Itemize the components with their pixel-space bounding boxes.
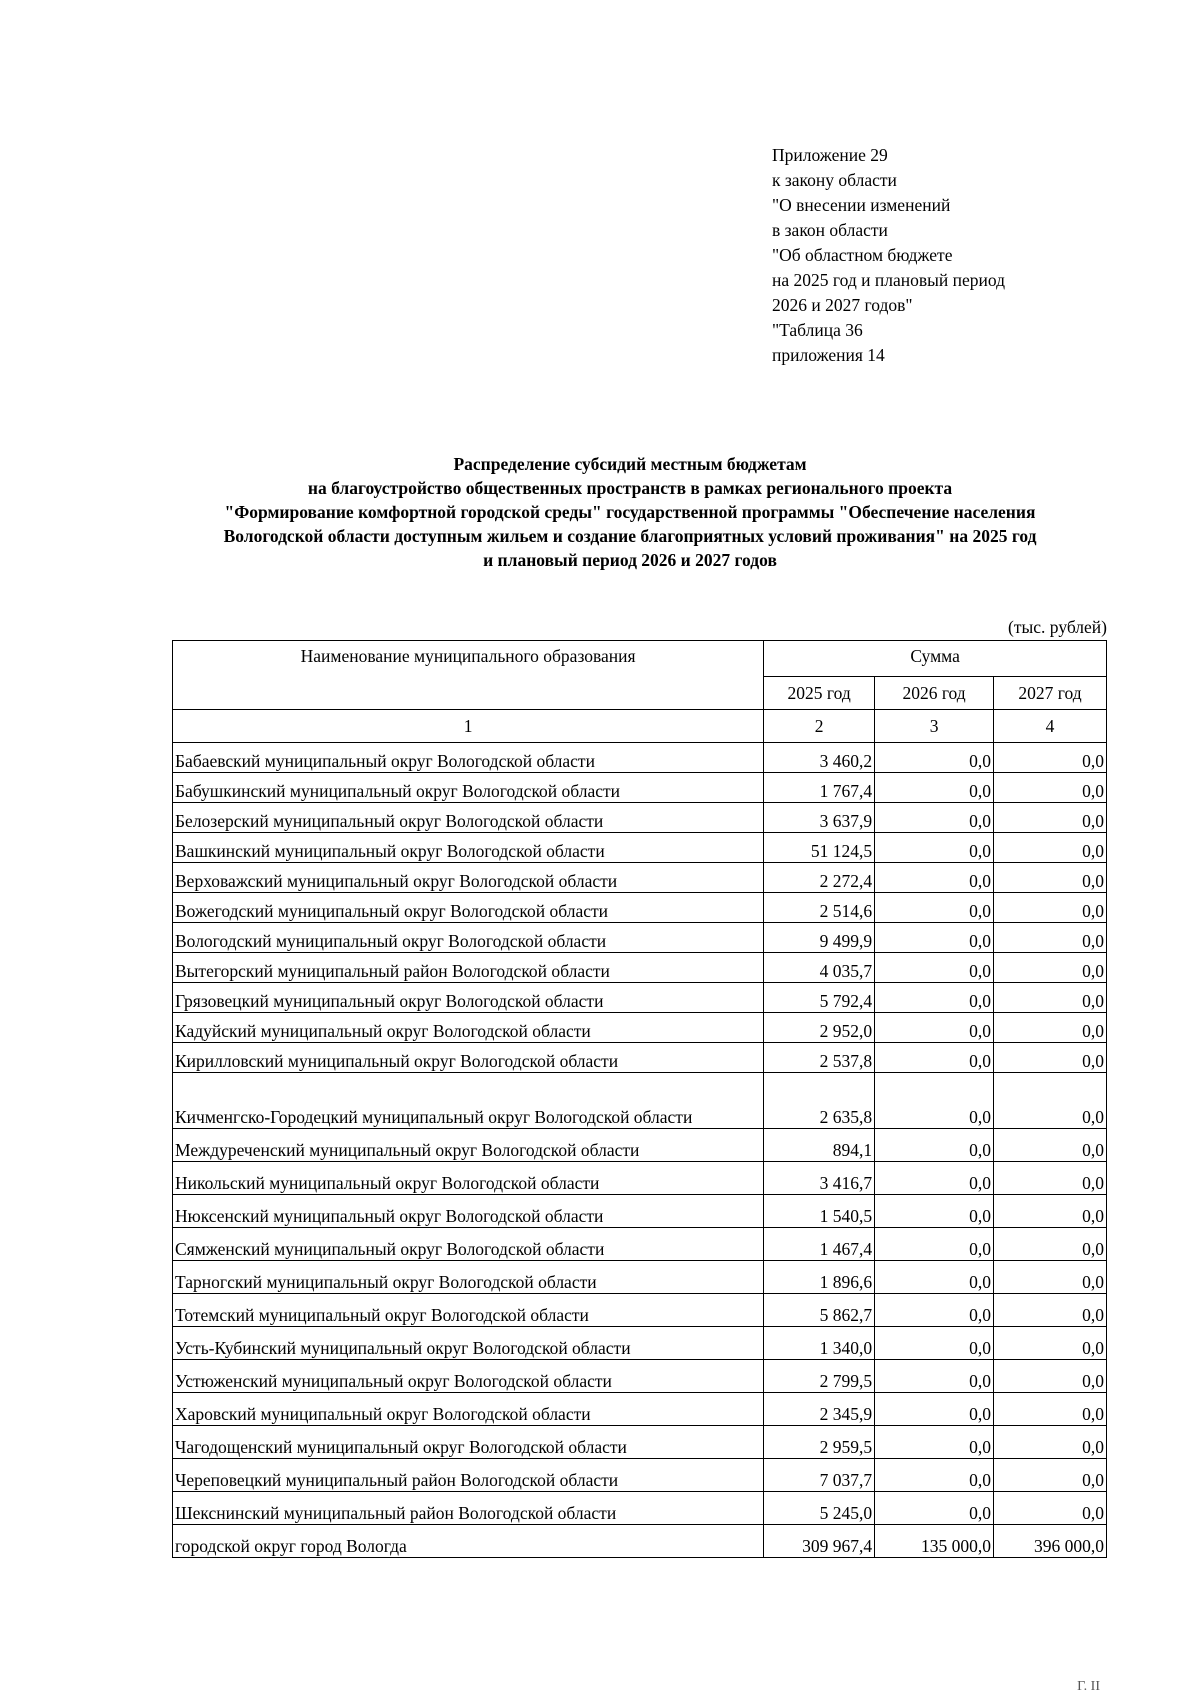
amount-2025-cell: 2 345,9: [764, 1393, 875, 1426]
municipality-name-cell: Междуреченский муниципальный округ Вологодской области: [173, 1129, 764, 1162]
amount-2027-cell: 0,0: [994, 1129, 1107, 1162]
table-row: [173, 1294, 1107, 1327]
colnum-cell: 2: [764, 710, 875, 743]
amount-2025-cell: 4 035,7: [764, 953, 875, 983]
amount-2026-cell: 0,0: [875, 893, 994, 923]
header-year-cell: 2025 год: [764, 677, 875, 710]
amount-2025-cell: 3 460,2: [764, 743, 875, 773]
amount-2027-cell: 0,0: [994, 1073, 1107, 1129]
municipality-name-cell: Грязовецкий муниципальный округ Вологодской области: [173, 983, 764, 1013]
document-title: [150, 452, 1110, 572]
table-row: [173, 923, 1107, 953]
municipality-name-cell: Никольский муниципальный округ Вологодской области: [173, 1162, 764, 1195]
municipality-name-cell: Чагодощенский муниципальный округ Вологодской области: [173, 1426, 764, 1459]
municipality-name-cell: Тотемский муниципальный округ Вологодской области: [173, 1294, 764, 1327]
colnum-cell: 1: [173, 710, 764, 743]
amount-2025-cell: 2 514,6: [764, 893, 875, 923]
amount-2026-cell: 0,0: [875, 1360, 994, 1393]
units-label: (тыс. рублей): [1008, 617, 1107, 637]
appendix-block: [772, 143, 1005, 368]
title-line: и плановый период 2026 и 2027 годов: [483, 550, 777, 570]
header-year-cell: 2026 год: [875, 677, 994, 710]
amount-2027-cell: 0,0: [994, 803, 1107, 833]
municipality-name-cell: Вологодский муниципальный округ Вологодской области: [173, 923, 764, 953]
municipality-name-cell: Бабушкинский муниципальный округ Вологодской области: [173, 773, 764, 803]
table-row: [173, 983, 1107, 1013]
table-row: [173, 1129, 1107, 1162]
table-row: [173, 863, 1107, 893]
table-row: [173, 743, 1107, 773]
amount-2025-cell: 5 862,7: [764, 1294, 875, 1327]
table-row: [173, 1393, 1107, 1426]
amount-2026-cell: 0,0: [875, 1228, 994, 1261]
amount-2027-cell: 0,0: [994, 923, 1107, 953]
municipality-name-cell: Верховажский муниципальный округ Вологодской области: [173, 863, 764, 893]
amount-2026-cell: 0,0: [875, 1393, 994, 1426]
amount-2025-cell: 1 467,4: [764, 1228, 875, 1261]
amount-2025-cell: 2 952,0: [764, 1013, 875, 1043]
appendix-line: "Таблица 36: [772, 320, 863, 340]
amount-2026-cell: 0,0: [875, 833, 994, 863]
amount-2027-cell: 0,0: [994, 863, 1107, 893]
municipality-name-cell: Харовский муниципальный округ Вологодской области: [173, 1393, 764, 1426]
municipality-name-cell: Вытегорский муниципальный район Вологодской области: [173, 953, 764, 983]
amount-2027-cell: 0,0: [994, 1261, 1107, 1294]
appendix-line: на 2025 год и плановый период: [772, 270, 1006, 290]
amount-2027-cell: 0,0: [994, 773, 1107, 803]
amount-2025-cell: 2 959,5: [764, 1426, 875, 1459]
amount-2026-cell: 0,0: [875, 1073, 994, 1129]
appendix-line: к закону области: [772, 170, 897, 190]
colnum-cell: 4: [994, 710, 1107, 743]
table-row: [173, 1492, 1107, 1525]
title-line: на благоустройство общественных пространств в рамках регионального проекта: [307, 478, 953, 498]
amount-2025-cell: 9 499,9: [764, 923, 875, 953]
title-line: Распределение субсидий местным бюджетам: [453, 454, 807, 474]
amount-2027-cell: 0,0: [994, 1228, 1107, 1261]
municipality-name-cell: Сямженский муниципальный округ Вологодской области: [173, 1228, 764, 1261]
table-row: [173, 1013, 1107, 1043]
municipality-name-cell: Усть-Кубинский муниципальный округ Вологодской области: [173, 1327, 764, 1360]
amount-2027-cell: 0,0: [994, 833, 1107, 863]
amount-2027-cell: 0,0: [994, 1294, 1107, 1327]
municipality-name-cell: Бабаевский муниципальный округ Вологодской области: [173, 743, 764, 773]
table-row: [173, 1525, 1107, 1558]
amount-2026-cell: 0,0: [875, 743, 994, 773]
title-line: "Формирование комфортной городской среды" государственной программы "Обеспечение населения: [224, 502, 1036, 522]
header-sum-cell: Сумма: [764, 641, 1107, 677]
amount-2026-cell: 0,0: [875, 773, 994, 803]
amount-2026-cell: 0,0: [875, 983, 994, 1013]
header-year-cell: 2027 год: [994, 677, 1107, 710]
amount-2026-cell: 0,0: [875, 1129, 994, 1162]
table-row: [173, 803, 1107, 833]
municipality-name-cell: Устюженский муниципальный округ Вологодской области: [173, 1360, 764, 1393]
amount-2025-cell: 2 635,8: [764, 1073, 875, 1129]
table-row: [173, 1360, 1107, 1393]
table-colnum-row: [173, 710, 1107, 743]
table-row: [173, 1228, 1107, 1261]
municipality-name-cell: Белозерский муниципальный округ Вологодской области: [173, 803, 764, 833]
amount-2025-cell: 51 124,5: [764, 833, 875, 863]
amount-2026-cell: 0,0: [875, 1162, 994, 1195]
title-line: Вологодской области доступным жильем и создание благоприятных условий проживания" на 2025 год: [223, 526, 1037, 546]
amount-2025-cell: 1 767,4: [764, 773, 875, 803]
amount-2026-cell: 0,0: [875, 1492, 994, 1525]
amount-2027-cell: 396 000,0: [994, 1525, 1107, 1558]
table-header-row: [173, 641, 1107, 677]
amount-2027-cell: 0,0: [994, 743, 1107, 773]
amount-2027-cell: 0,0: [994, 953, 1107, 983]
amount-2025-cell: 1 340,0: [764, 1327, 875, 1360]
amount-2025-cell: 2 799,5: [764, 1360, 875, 1393]
appendix-line: "Об областном бюджете: [772, 245, 953, 265]
amount-2026-cell: 0,0: [875, 1294, 994, 1327]
table-row: [173, 1426, 1107, 1459]
appendix-line: приложения 14: [772, 345, 885, 365]
amount-2027-cell: 0,0: [994, 1459, 1107, 1492]
amount-2025-cell: 5 792,4: [764, 983, 875, 1013]
appendix-line: "О внесении изменений: [772, 195, 951, 215]
municipality-name-cell: Кадуйский муниципальный округ Вологодской области: [173, 1013, 764, 1043]
table-row: [173, 1043, 1107, 1073]
table-row: [173, 1195, 1107, 1228]
amount-2025-cell: 309 967,4: [764, 1525, 875, 1558]
municipality-name-cell: Кичменгско-Городецкий муниципальный округ Вологодской области: [173, 1073, 764, 1129]
table-row: [173, 953, 1107, 983]
subsidy-table: [172, 640, 1107, 1558]
table-row: [173, 1459, 1107, 1492]
amount-2025-cell: 1 540,5: [764, 1195, 875, 1228]
amount-2027-cell: 0,0: [994, 1327, 1107, 1360]
amount-2025-cell: 7 037,7: [764, 1459, 875, 1492]
amount-2026-cell: 135 000,0: [875, 1525, 994, 1558]
amount-2027-cell: 0,0: [994, 1360, 1107, 1393]
amount-2027-cell: 0,0: [994, 1492, 1107, 1525]
amount-2025-cell: 1 896,6: [764, 1261, 875, 1294]
amount-2025-cell: 3 416,7: [764, 1162, 875, 1195]
municipality-name-cell: Нюксенский муниципальный округ Вологодской области: [173, 1195, 764, 1228]
appendix-line: 2026 и 2027 годов": [772, 295, 913, 315]
amount-2027-cell: 0,0: [994, 1043, 1107, 1073]
municipality-name-cell: Тарногский муниципальный округ Вологодской области: [173, 1261, 764, 1294]
amount-2026-cell: 0,0: [875, 1261, 994, 1294]
amount-2026-cell: 0,0: [875, 803, 994, 833]
amount-2026-cell: 0,0: [875, 1327, 994, 1360]
amount-2026-cell: 0,0: [875, 1426, 994, 1459]
amount-2025-cell: 3 637,9: [764, 803, 875, 833]
table-row: [173, 773, 1107, 803]
amount-2026-cell: 0,0: [875, 1013, 994, 1043]
amount-2026-cell: 0,0: [875, 1459, 994, 1492]
municipality-name-cell: Кирилловский муниципальный округ Вологодской области: [173, 1043, 764, 1073]
table-row: [173, 1162, 1107, 1195]
header-name-cell: Наименование муниципального образования: [173, 641, 764, 710]
table-row: [173, 1073, 1107, 1129]
table-row: [173, 893, 1107, 923]
amount-2027-cell: 0,0: [994, 1162, 1107, 1195]
municipality-name-cell: Вашкинский муниципальный округ Вологодской области: [173, 833, 764, 863]
municipality-name-cell: городской округ город Вологда: [173, 1525, 764, 1558]
municipality-name-cell: Череповецкий муниципальный район Вологодской области: [173, 1459, 764, 1492]
amount-2026-cell: 0,0: [875, 863, 994, 893]
amount-2025-cell: 2 537,8: [764, 1043, 875, 1073]
amount-2027-cell: 0,0: [994, 983, 1107, 1013]
table-row: [173, 1327, 1107, 1360]
amount-2027-cell: 0,0: [994, 1195, 1107, 1228]
amount-2027-cell: 0,0: [994, 1426, 1107, 1459]
amount-2026-cell: 0,0: [875, 1195, 994, 1228]
amount-2026-cell: 0,0: [875, 1043, 994, 1073]
table-row: [173, 1261, 1107, 1294]
appendix-line: Приложение 29: [772, 145, 888, 165]
page-mark: Г. II: [1077, 1679, 1100, 1694]
municipality-name-cell: Вожегодский муниципальный округ Вологодской области: [173, 893, 764, 923]
appendix-line: в закон области: [772, 220, 888, 240]
amount-2026-cell: 0,0: [875, 923, 994, 953]
colnum-cell: 3: [875, 710, 994, 743]
amount-2026-cell: 0,0: [875, 953, 994, 983]
amount-2025-cell: 2 272,4: [764, 863, 875, 893]
amount-2025-cell: 5 245,0: [764, 1492, 875, 1525]
amount-2025-cell: 894,1: [764, 1129, 875, 1162]
table-row: [173, 833, 1107, 863]
amount-2027-cell: 0,0: [994, 893, 1107, 923]
amount-2027-cell: 0,0: [994, 1013, 1107, 1043]
amount-2027-cell: 0,0: [994, 1393, 1107, 1426]
municipality-name-cell: Шекснинский муниципальный район Вологодской области: [173, 1492, 764, 1525]
